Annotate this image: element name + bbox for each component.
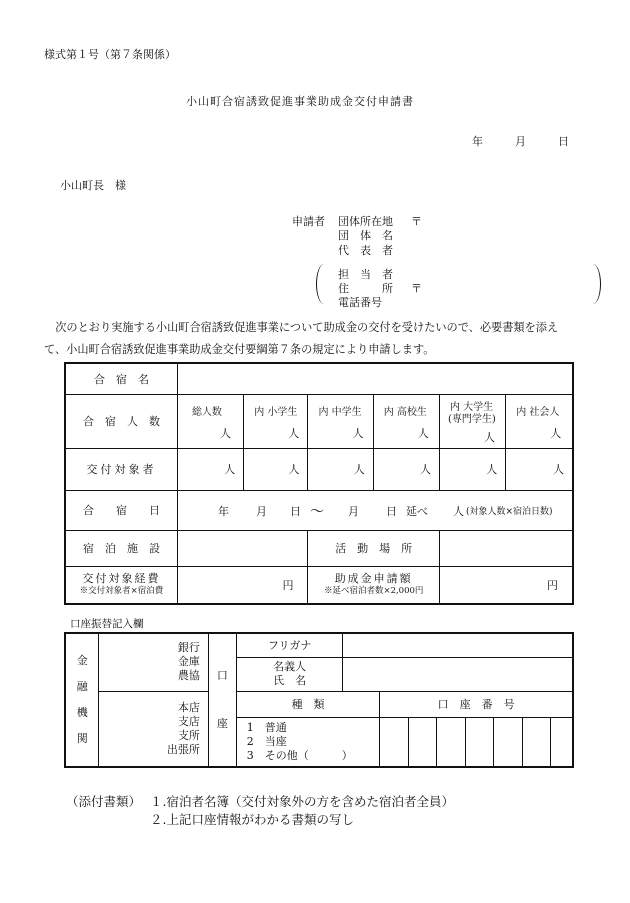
target-univ-cell[interactable]: 人 <box>439 448 505 490</box>
fin-inst-char-3: 機 <box>76 706 88 719</box>
attach-label: （添付書類） <box>66 794 142 809</box>
kind-options[interactable] <box>236 717 380 767</box>
bank-type-3: 農協 <box>177 669 200 683</box>
elem-label: 内 小学生 <box>254 406 298 418</box>
total-label: 総人数 <box>191 406 222 418</box>
activity-field[interactable] <box>439 530 573 566</box>
target-elem-cell[interactable]: 人 <box>244 448 308 490</box>
account-digit-1[interactable] <box>380 717 409 767</box>
date-day2-mark: 日 <box>385 504 397 518</box>
elem-count-cell[interactable] <box>244 394 308 448</box>
request-label: 助成金申請額 <box>334 571 413 585</box>
date-month-mark: 月 <box>255 504 267 518</box>
univ-sub-label: (専門学生) <box>447 413 496 425</box>
adult-label: 内 社会人 <box>516 406 560 418</box>
target-high-cell[interactable]: 人 <box>373 448 439 490</box>
camp-name-field[interactable] <box>177 363 573 394</box>
form-number: 様式第１号（第７条関係） <box>44 48 176 61</box>
kind-option-1[interactable]: 1 普通 <box>246 720 287 734</box>
total-count-cell[interactable] <box>177 394 243 448</box>
kind-option-2[interactable]: 2 当座 <box>246 734 287 748</box>
cost-label-cell <box>65 566 177 604</box>
junior-count-cell[interactable] <box>308 394 373 448</box>
contact-person-label: 担 当 者 <box>338 268 393 281</box>
elem-unit: 人 <box>288 426 300 440</box>
camp-count-label: 合 宿 人 数 <box>65 394 177 448</box>
addressee: 小山町長 様 <box>60 179 126 192</box>
high-count-cell[interactable] <box>373 394 439 448</box>
account-digit-6[interactable] <box>522 717 550 767</box>
lodging-field[interactable] <box>177 530 308 566</box>
holder-label-2: 氏 名 <box>273 674 307 687</box>
adult-count-cell[interactable] <box>506 394 573 448</box>
bank-type-1: 銀行 <box>177 641 200 655</box>
target-junior-cell[interactable]: 人 <box>308 448 373 490</box>
adult-unit: 人 <box>550 426 562 440</box>
contact-postal-mark: 〒 <box>411 282 422 295</box>
furigana-field[interactable] <box>343 633 573 657</box>
cost-note: ※交付対象者×宿泊費 <box>79 585 164 596</box>
fin-inst-char-2: 融 <box>76 680 88 693</box>
address-label: 団体所在地 <box>338 215 393 228</box>
branch-type-1: 本店 <box>177 700 200 714</box>
cost-label: 交付対象経費 <box>82 571 161 585</box>
date-month: 月 <box>515 135 526 148</box>
target-adult-cell[interactable]: 人 <box>506 448 573 490</box>
camp-date-field[interactable] <box>177 490 573 530</box>
date-tilde: ～ <box>309 503 324 520</box>
account-digit-2[interactable] <box>409 717 437 767</box>
attach-item-2: ２.上記口座情報がわかる書類の写し <box>150 812 354 827</box>
account-digit-3[interactable] <box>437 717 466 767</box>
intro-line-1: 次のとおり実施する小山町合宿誘致促進事業について助成金の交付を受けたいので、必要書類を添え <box>44 321 559 334</box>
furigana-label: フリガナ <box>236 633 343 657</box>
kind-label: 種 類 <box>236 691 380 717</box>
postal-mark: 〒 <box>411 215 422 228</box>
bank-type-2: 金庫 <box>177 655 200 669</box>
branch-type-3: 支所 <box>177 728 200 742</box>
junior-unit: 人 <box>352 426 364 440</box>
date-year: 年 <box>472 135 483 148</box>
univ-unit: 人 <box>483 430 495 444</box>
request-field[interactable]: 円 <box>439 566 573 604</box>
branch-type-2: 支店 <box>177 714 200 728</box>
holder-field[interactable] <box>343 657 573 691</box>
target-total-cell[interactable]: 人 <box>177 448 243 490</box>
bank-caption: 口座振替記入欄 <box>70 618 144 630</box>
attach-item-1: １.宿泊者名簿（交付対象外の方を含めた宿泊者全員） <box>150 794 454 809</box>
total-unit: 人 <box>219 426 231 440</box>
cost-field[interactable]: 円 <box>177 566 308 604</box>
account-no-label: 口 座 番 号 <box>380 691 573 717</box>
camp-name-label: 合 宿 名 <box>65 363 177 394</box>
bank-name-field[interactable] <box>99 633 209 691</box>
date-person-mark: 人 <box>452 504 464 518</box>
univ-count-cell[interactable] <box>439 394 505 448</box>
branch-name-field[interactable] <box>99 691 209 767</box>
org-name-label: 団 体 名 <box>338 229 393 242</box>
holder-label <box>236 657 343 691</box>
high-unit: 人 <box>417 426 429 440</box>
camp-date-label: 合 宿 日 <box>65 490 177 530</box>
date-day-mark: 日 <box>289 504 301 518</box>
contact-bracket-right <box>592 264 601 304</box>
account-char-1: 口 <box>216 669 228 682</box>
univ-label: 内 大学生 <box>449 401 494 413</box>
date-day: 日 <box>558 135 569 148</box>
date-year-mark: 年 <box>217 504 229 518</box>
account-label <box>208 633 236 767</box>
high-label: 内 高校生 <box>383 406 427 418</box>
account-digit-4[interactable] <box>465 717 493 767</box>
application-table <box>64 362 574 605</box>
intro-line-2: て、小山町合宿誘致促進事業助成金交付要綱第７条の規定により申請します。 <box>44 343 435 356</box>
kind-option-3[interactable]: 3 その他（ ） <box>246 748 353 762</box>
account-char-2: 座 <box>216 717 228 730</box>
contact-address-label: 住 所 <box>338 282 393 295</box>
account-digit-7[interactable] <box>550 717 573 767</box>
contact-bracket-left <box>316 264 325 304</box>
representative-label: 代 表 者 <box>338 244 393 257</box>
date-note: (対象人数×宿泊日数) <box>465 506 553 517</box>
activity-label: 活 動 場 所 <box>308 530 440 566</box>
date-total-mark: 延べ <box>405 504 428 518</box>
holder-label-1: 名義人 <box>273 660 307 673</box>
target-label: 交付対象者 <box>65 448 177 490</box>
bank-table <box>64 632 574 768</box>
applicant-label: 申請者 <box>292 215 325 228</box>
fin-inst-label <box>65 633 99 767</box>
junior-label: 内 中学生 <box>318 406 362 418</box>
request-note: ※延べ宿泊者数×2,000円 <box>323 585 424 596</box>
branch-type-4: 出張所 <box>166 742 200 756</box>
phone-label: 電話番号 <box>338 296 382 309</box>
page-title: 小山町合宿誘致促進事業助成金交付申請書 <box>186 95 414 108</box>
request-label-cell <box>308 566 440 604</box>
fin-inst-char-4: 関 <box>76 732 88 745</box>
account-digit-5[interactable] <box>493 717 522 767</box>
date-month2-mark: 月 <box>347 504 359 518</box>
fin-inst-char-1: 金 <box>76 654 88 667</box>
lodging-label: 宿 泊 施 設 <box>65 530 177 566</box>
